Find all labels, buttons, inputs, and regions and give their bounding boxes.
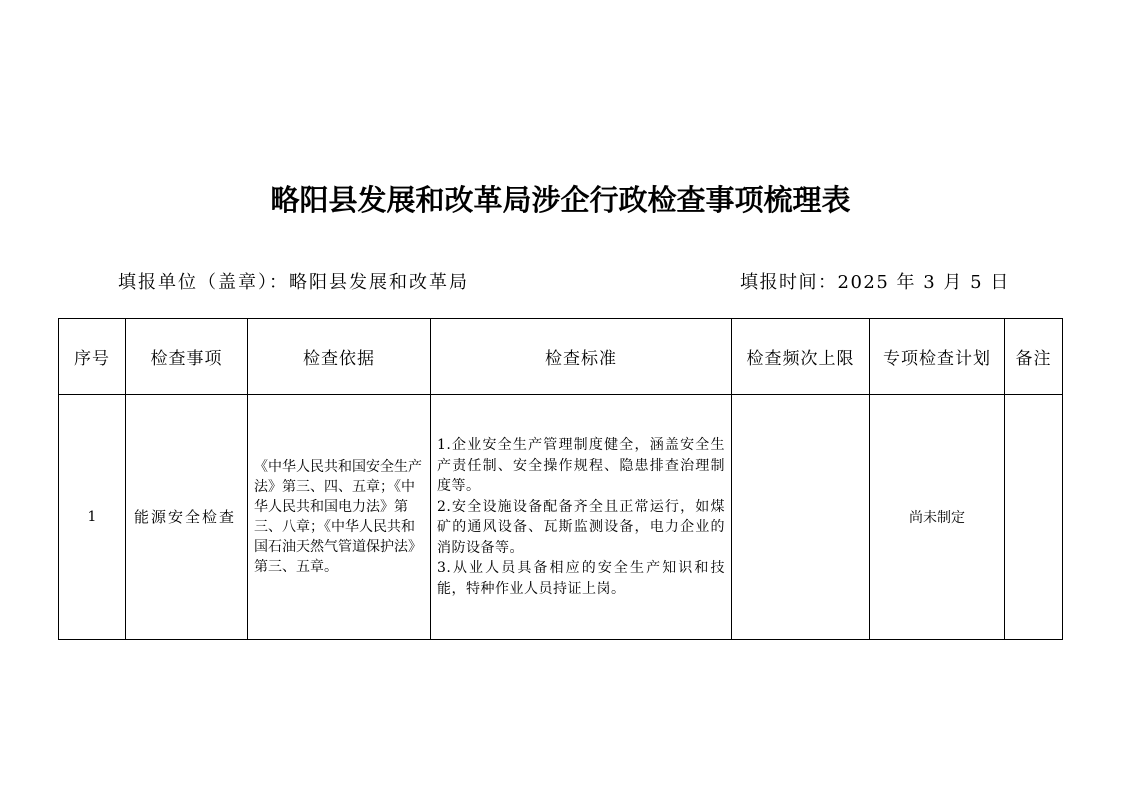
header-note: 备注	[1005, 319, 1063, 395]
header-basis: 检查依据	[248, 319, 431, 395]
header-plan: 专项检查计划	[870, 319, 1005, 395]
row-item: 能源安全检查	[126, 395, 248, 640]
standard-item-1: 1.企业安全生产管理制度健全，涵盖安全生产责任制、安全操作规程、隐患排查治理制度等。	[437, 437, 725, 494]
row-note	[1005, 395, 1063, 640]
row-frequency	[732, 395, 870, 640]
standard-item-3: 3.从业人员具备相应的安全生产知识和技能，特种作业人员持证上岗。	[437, 560, 725, 597]
header-frequency: 检查频次上限	[732, 319, 870, 395]
row-standards	[431, 395, 732, 640]
header-standard: 检查标准	[431, 319, 732, 395]
filing-unit: 填报单位（盖章）：略阳县发展和改革局	[118, 272, 469, 293]
row-basis: 《中华人民共和国安全生产法》第三、四、五章；《中华人民共和国电力法》第三、八章；《中华人民共和国石油天然气管道保护法》第三、五章。	[248, 395, 431, 640]
table-row	[59, 395, 1063, 640]
page-title: 略阳县发展和改革局涉企行政检查事项梳理表	[270, 183, 851, 217]
row-seq: 1	[59, 395, 126, 640]
filing-date: 填报时间：2025 年 3 月 5 日	[740, 272, 1010, 293]
header-item: 检查事项	[126, 319, 248, 395]
row-plan: 尚未制定	[870, 395, 1005, 640]
inspection-table	[58, 318, 1063, 640]
table-header-row	[59, 319, 1063, 395]
header-seq: 序号	[59, 319, 126, 395]
standard-item-2: 2.安全设施设备配备齐全且正常运行，如煤矿的通风设备、瓦斯监测设备，电力企业的消防设备等。	[437, 498, 725, 556]
